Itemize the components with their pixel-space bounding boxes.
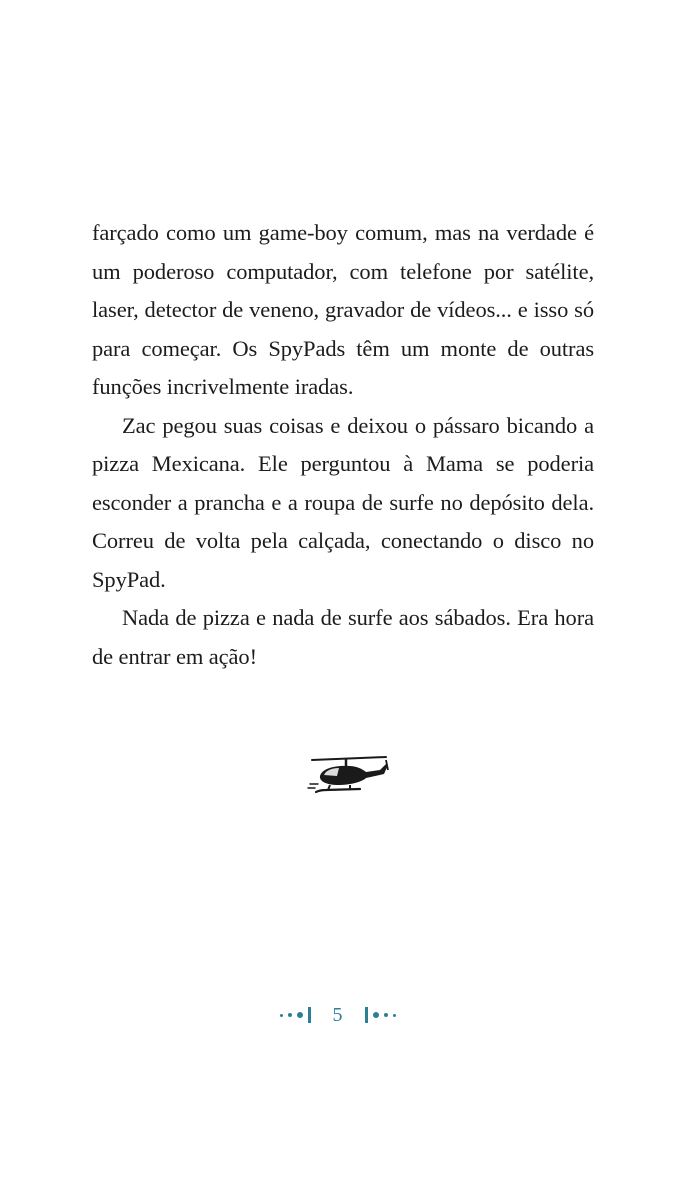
paragraph-2: Zac pegou suas coisas e deixou o pássaro bicando a pizza Mexicana. Ele perguntou à Mama se poderia esconder a prancha e a roupa de surfe no depósito dela. Correu de volta pela calçada, conectando o disco no SpyPad. bbox=[92, 412, 594, 592]
page-footer bbox=[0, 1000, 675, 1030]
footer-ornament-right bbox=[365, 1007, 396, 1023]
footer-ornament-left bbox=[280, 1007, 311, 1023]
body-text bbox=[92, 214, 594, 676]
page-number: 5 bbox=[332, 1004, 343, 1026]
paragraph-1: farçado como um game-boy comum, mas na verdade é um poderoso computador, com telefone por satélite, laser, detector de veneno, gravador de vídeos... e isso só para começar. Os SpyPads têm um monte de outras funções incrivelmente iradas. bbox=[92, 220, 594, 399]
paragraph-3: Nada de pizza e nada de surfe aos sábados. Era hora de entrar em ação! bbox=[92, 605, 594, 669]
helicopter-icon bbox=[306, 754, 392, 800]
